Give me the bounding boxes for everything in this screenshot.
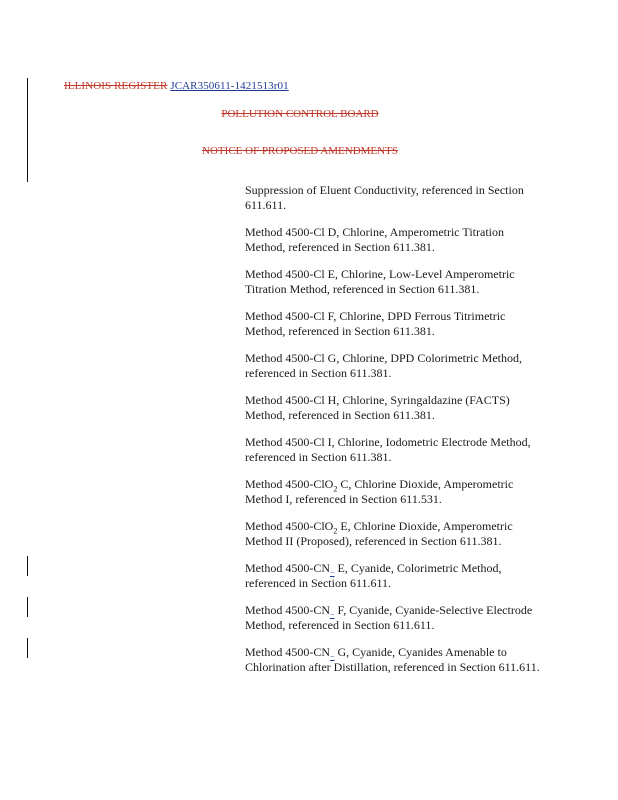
change-bar (27, 556, 28, 576)
change-bar (27, 597, 28, 617)
list-item (245, 603, 545, 633)
change-bar (27, 638, 28, 658)
register-label: ILLINOIS REGISTER (64, 80, 168, 92)
register-header (64, 80, 289, 92)
entry-rest: G, Cyanide, Cyanides Amenable to Chlorination after Distillation, referenced in Section 611.611. (245, 645, 540, 674)
ion-mark: − (330, 610, 335, 620)
list-item: Method 4500-Cl D, Chlorine, Amperometric Titration Method, referenced in Section 611.381. (245, 225, 504, 254)
entry-prefix: Method 4500-CN (245, 561, 330, 575)
list-item (245, 645, 545, 675)
list-item: Method 4500-Cl E, Chlorine, Low-Level Amperometric Titration Method, referenced in Section 611.381. (245, 267, 515, 296)
list-item: Method 4500-Cl F, Chlorine, DPD Ferrous Titrimetric Method, referenced in Section 611.381. (245, 309, 506, 338)
list-item (245, 477, 545, 507)
board-name: POLLUTION CONTROL BOARD (221, 108, 379, 120)
change-bar (27, 78, 28, 182)
entry-prefix: Method 4500-ClO (245, 519, 334, 533)
entry-rest: C, Chlorine Dioxide, Amperometric Method I, referenced in Section 611.531. (245, 477, 514, 506)
entry-rest: E, Chlorine Dioxide, Amperometric Method II (Proposed), referenced in Section 611.381. (245, 519, 513, 548)
notice-title (0, 145, 600, 157)
ion-mark: − (330, 652, 335, 662)
entry-rest: E, Cyanide, Colorimetric Method, referenced in Section 611.611. (245, 561, 502, 590)
board-title (0, 108, 600, 120)
list-item: Method 4500-Cl H, Chlorine, Syringaldazine (FACTS) Method, referenced in Section 611.381. (245, 393, 510, 422)
notice-text: NOTICE OF PROPOSED AMENDMENTS (202, 145, 398, 157)
subscript: 2 (333, 484, 338, 494)
list-item (245, 519, 545, 549)
list-item: Method 4500-Cl G, Chlorine, DPD Colorimetric Method, referenced in Section 611.381. (245, 351, 522, 380)
ion-mark: − (330, 568, 335, 578)
list-item (245, 561, 545, 591)
method-list (245, 183, 545, 687)
document-code: JCAR350611-1421513r01 (170, 80, 289, 92)
entry-rest: F, Cyanide, Cyanide-Selective Electrode Method, referenced in Section 611.611. (245, 603, 533, 632)
entry-prefix: Method 4500-ClO (245, 477, 334, 491)
entry-prefix: Method 4500-CN (245, 603, 330, 617)
list-item: Suppression of Eluent Conductivity, referenced in Section 611.611. (245, 183, 524, 212)
list-item: Method 4500-Cl I, Chlorine, Iodometric Electrode Method, referenced in Section 611.381. (245, 435, 531, 464)
subscript: 2 (333, 526, 338, 536)
entry-prefix: Method 4500-CN (245, 645, 330, 659)
